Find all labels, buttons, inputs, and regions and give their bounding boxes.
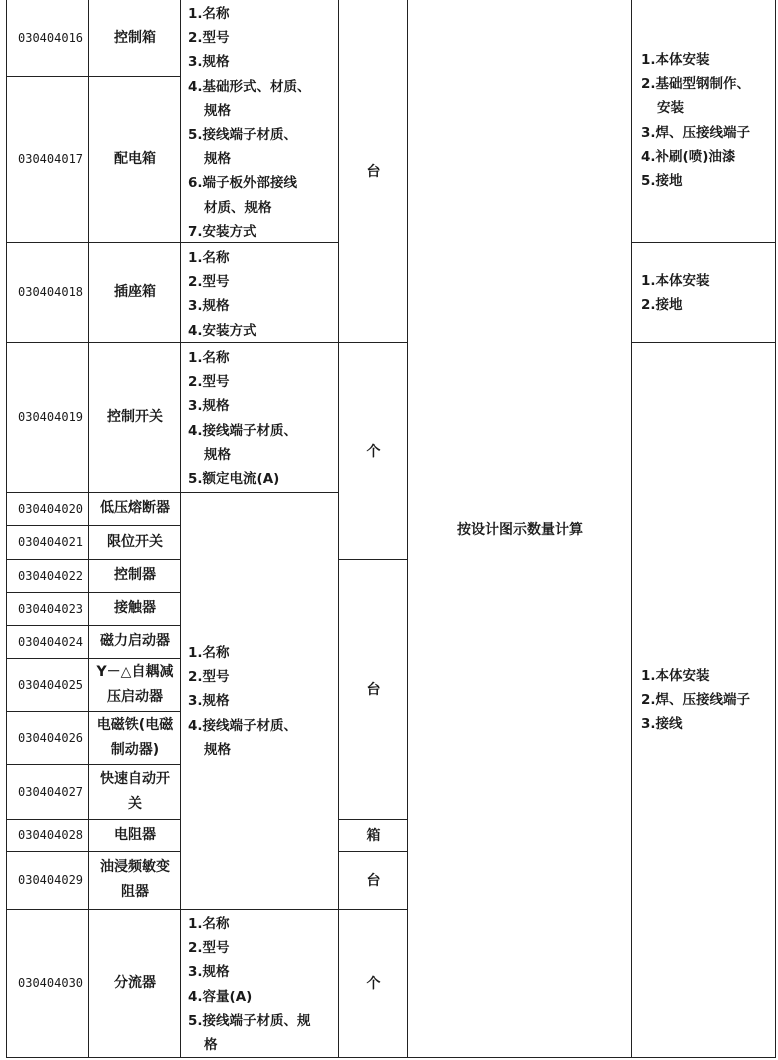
feature-line: 2.型号 (188, 30, 230, 47)
grid-line (6, 1057, 776, 1058)
grid-line (6, 711, 181, 712)
grid-line (631, 342, 776, 343)
grid-line (6, 76, 181, 77)
item-code: 030404019 (18, 410, 84, 424)
feature-line: 1.名称 (188, 250, 230, 266)
work-line: 5.接地 (641, 173, 683, 190)
item-name: 油浸频敏变阻器 (100, 859, 170, 900)
feature-line: 材质、规格 (204, 199, 272, 216)
grid-line (6, 525, 181, 526)
work-line: 1.本体安装 (641, 273, 710, 289)
feature-list (182, 2, 338, 240)
item-code: 030404016 (18, 31, 84, 45)
work-line: 2.接地 (641, 297, 683, 314)
work-content-list (633, 269, 776, 319)
feature-line: 3.规格 (188, 298, 230, 315)
grid-line (631, 0, 632, 1058)
feature-line: 1.名称 (188, 350, 230, 366)
feature-line: 1.名称 (188, 645, 230, 661)
item-name: 限位开关 (107, 533, 163, 550)
feature-line: 2.型号 (188, 274, 230, 291)
feature-line: 3.规格 (188, 964, 230, 981)
work-line: 2.基础型钢制作、 (641, 76, 751, 93)
unit-cell: 个 (366, 976, 381, 992)
feature-line: 1.名称 (188, 916, 230, 932)
grid-line (338, 851, 408, 852)
feature-line: 2.型号 (188, 669, 230, 686)
grid-line (407, 0, 408, 1058)
feature-line: 4.基础形式、材质、 (188, 78, 311, 95)
item-name: 电阻器 (114, 826, 156, 843)
calculation-rule: 按设计图示数量计算 (457, 521, 583, 538)
feature-line: 4.安装方式 (188, 322, 257, 339)
grid-line (6, 764, 181, 765)
feature-line: 5.额定电流(A) (188, 471, 280, 488)
feature-list (182, 246, 338, 342)
item-name: 低压熔断器 (100, 500, 170, 516)
grid-line (88, 0, 89, 1058)
grid-line (180, 909, 339, 910)
grid-line (338, 342, 408, 343)
grid-line (180, 0, 181, 1058)
work-line: 3.接线 (641, 716, 683, 733)
feature-line: 3.规格 (188, 398, 230, 415)
feature-line: 规格 (204, 741, 231, 758)
work-line: 1.本体安装 (641, 52, 710, 68)
grid-line (6, 909, 181, 910)
grid-line (180, 492, 339, 493)
feature-line: 规格 (204, 446, 231, 463)
feature-line: 3.规格 (188, 693, 230, 710)
feature-line: 规格 (204, 102, 231, 119)
item-name: 控制箱 (114, 29, 156, 46)
item-code: 030404022 (18, 568, 84, 583)
grid-line (338, 559, 408, 560)
grid-line (6, 342, 181, 343)
unit-cell: 台 (366, 682, 381, 698)
feature-list (182, 641, 338, 766)
unit-cell: 台 (366, 873, 381, 889)
feature-list (182, 912, 338, 1057)
feature-line: 4.接线端子材质、 (188, 422, 298, 439)
item-name: 分流器 (114, 974, 156, 991)
feature-line: 5.接线端子材质、 (188, 127, 298, 144)
grid-line (6, 658, 181, 659)
item-name: 控制开关 (107, 408, 163, 425)
grid-line (338, 819, 408, 820)
grid-line (338, 909, 408, 910)
item-code: 030404024 (18, 634, 84, 649)
feature-line: 5.接线端子材质、规 (188, 1012, 311, 1029)
item-code: 030404028 (18, 828, 84, 842)
item-code: 030404030 (18, 976, 84, 990)
feature-line: 1.名称 (188, 6, 230, 22)
feature-list (182, 346, 338, 492)
grid-line (6, 242, 181, 243)
grid-line (6, 819, 181, 820)
work-line: 3.焊、压接线端子 (641, 124, 751, 141)
item-name: 电磁铁(电磁制动器) (96, 716, 174, 758)
feature-line: 6.端子板外部接线 (188, 175, 298, 192)
feature-line: 4.接线端子材质、 (188, 717, 298, 734)
item-code: 030404029 (18, 873, 84, 887)
work-line: 1.本体安装 (641, 668, 710, 684)
grid-line (6, 592, 181, 593)
item-code: 030404017 (18, 152, 84, 166)
grid-line (180, 342, 339, 343)
item-name: 接触器 (114, 600, 156, 616)
item-code: 030404023 (18, 601, 84, 616)
grid-line (775, 0, 776, 1058)
grid-line (6, 625, 181, 626)
feature-line: 7.安装方式 (188, 223, 257, 240)
feature-line: 4.容量(A) (188, 988, 253, 1005)
work-line: 4.补刷(喷)油漆 (641, 148, 736, 165)
work-line: 安装 (657, 100, 684, 117)
grid-line (6, 851, 181, 852)
work-line: 2.焊、压接线端子 (641, 692, 751, 709)
feature-line: 2.型号 (188, 940, 230, 957)
grid-line (6, 559, 181, 560)
unit-cell: 箱 (366, 828, 381, 844)
item-code: 030404020 (18, 501, 84, 516)
item-code: 030404026 (18, 730, 84, 745)
grid-line (6, 0, 7, 1058)
item-code: 030404027 (18, 784, 84, 799)
feature-line: 格 (204, 1037, 218, 1054)
work-content-list (633, 664, 776, 739)
grid-line (631, 242, 776, 243)
unit-cell: 个 (366, 443, 381, 460)
feature-line: 2.型号 (188, 374, 230, 391)
item-name: 磁力启动器 (100, 633, 170, 649)
item-name: 插座箱 (114, 283, 156, 300)
item-code: 030404018 (18, 285, 84, 299)
feature-line: 规格 (204, 151, 231, 168)
item-code: 030404025 (18, 677, 84, 692)
item-name: Y－△自耦减压启动器 (96, 663, 174, 705)
feature-line: 3.规格 (188, 54, 230, 71)
grid-line (180, 242, 339, 243)
work-content-list (633, 48, 776, 198)
item-name: 控制器 (114, 567, 156, 583)
item-code: 030404021 (18, 535, 84, 549)
grid-line (338, 0, 339, 1058)
grid-line (6, 492, 181, 493)
unit-cell: 台 (366, 164, 381, 180)
item-name: 配电箱 (114, 150, 156, 167)
item-name: 快速自动开关 (100, 770, 170, 812)
